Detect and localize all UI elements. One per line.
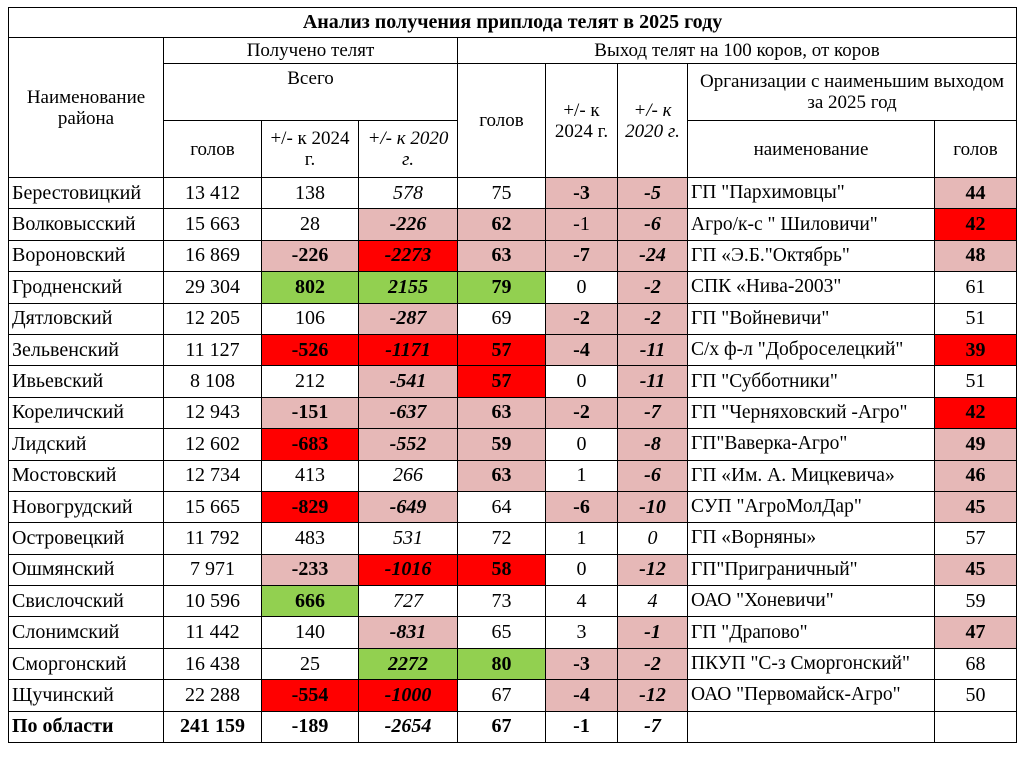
yield-vs2020-cell: 4 [618, 586, 688, 617]
heads-cell: 16 438 [164, 648, 262, 679]
yield-vs2020-cell: -11 [618, 366, 688, 397]
heads-cell: 11 127 [164, 334, 262, 365]
heads-cell: 12 602 [164, 429, 262, 460]
heads-cell: 13 412 [164, 178, 262, 209]
table-row [9, 397, 1017, 428]
heads-cell: 15 663 [164, 209, 262, 240]
vs2020-cell: 266 [359, 460, 458, 491]
total-org-name-cell [688, 711, 935, 742]
vs2020-cell: -1016 [359, 554, 458, 585]
yield-vs2020-cell: -6 [618, 460, 688, 491]
heads-header: голов [164, 121, 262, 178]
total-district-cell: По области [9, 711, 164, 742]
yield-cell: 64 [458, 491, 546, 522]
vs2020-cell: -541 [359, 366, 458, 397]
heads-cell: 16 869 [164, 240, 262, 271]
org-heads-cell: 45 [935, 554, 1017, 585]
vs2020-cell: 2272 [359, 648, 458, 679]
vs2020-cell: -649 [359, 491, 458, 522]
vs2024-cell: 28 [262, 209, 359, 240]
table-row [9, 648, 1017, 679]
heads-cell: 15 665 [164, 491, 262, 522]
vs2024-cell: 666 [262, 586, 359, 617]
yield-vs2020-cell: -6 [618, 209, 688, 240]
yield-vs2024-cell: 0 [546, 366, 618, 397]
yield-vs2020-cell: -24 [618, 240, 688, 271]
yield-cell: 80 [458, 648, 546, 679]
yield-vs2020-cell: -8 [618, 429, 688, 460]
org-name-cell: ГП "Черняховский -Агро" [688, 397, 935, 428]
org-name-cell: ГП «Э.Б."Октябрь" [688, 240, 935, 271]
vs2020-cell: -552 [359, 429, 458, 460]
org-heads-cell: 39 [935, 334, 1017, 365]
heads-cell: 11 442 [164, 617, 262, 648]
vs2024-cell: 25 [262, 648, 359, 679]
total-heads-cell: 241 159 [164, 711, 262, 742]
calf-yield-table [8, 7, 1017, 743]
yield-vs2020-cell: -11 [618, 334, 688, 365]
yield-vs2024-cell: -3 [546, 178, 618, 209]
district-cell: Новогрудский [9, 491, 164, 522]
vs2024-cell: -151 [262, 397, 359, 428]
table-row [9, 680, 1017, 711]
district-cell: Берестовицкий [9, 178, 164, 209]
district-cell: Кореличский [9, 397, 164, 428]
district-cell: Мостовский [9, 460, 164, 491]
yield-vs2020-cell: -2 [618, 272, 688, 303]
district-cell: Ивьевский [9, 366, 164, 397]
vs2024-cell: -233 [262, 554, 359, 585]
table-row [9, 554, 1017, 585]
vs2020-cell: -637 [359, 397, 458, 428]
vs2020-cell: 727 [359, 586, 458, 617]
district-header: Наименование района [9, 38, 164, 178]
heads-cell: 11 792 [164, 523, 262, 554]
yield-vs2024-cell: 1 [546, 523, 618, 554]
yield-cell: 57 [458, 334, 546, 365]
heads-cell: 12 734 [164, 460, 262, 491]
org-heads-cell: 51 [935, 303, 1017, 334]
org-name-cell: ГП"Ваверка-Агро" [688, 429, 935, 460]
yield-cell: 79 [458, 272, 546, 303]
yield-vs2024-cell: -2 [546, 397, 618, 428]
total-yield-vs2024-cell: -1 [546, 711, 618, 742]
vs2024-cell: 138 [262, 178, 359, 209]
org-heads-header: голов [935, 121, 1017, 178]
org-name-cell: ГП "Драпово" [688, 617, 935, 648]
org-name-cell: СПК «Нива-2003" [688, 272, 935, 303]
vs2020-cell: -2273 [359, 240, 458, 271]
org-name-cell: Агро/к-с " Шиловичи" [688, 209, 935, 240]
org-name-cell: ГП"Приграничный" [688, 554, 935, 585]
table-row [9, 366, 1017, 397]
yield-vs2024-cell: 0 [546, 554, 618, 585]
yield-vs2020-cell: -12 [618, 554, 688, 585]
table-row [9, 334, 1017, 365]
yield-vs2020-cell: -5 [618, 178, 688, 209]
vs2024-cell: 140 [262, 617, 359, 648]
yield-vs2024-cell: 3 [546, 617, 618, 648]
yield-vs2020-cell: -2 [618, 303, 688, 334]
vs2020-cell: -831 [359, 617, 458, 648]
yield-vs2024-cell: -3 [546, 648, 618, 679]
total-vs2020-cell: -2654 [359, 711, 458, 742]
district-cell: Лидский [9, 429, 164, 460]
district-cell: Ошмянский [9, 554, 164, 585]
vs2024-cell: 106 [262, 303, 359, 334]
org-name-cell: ОАО "Первомайск-Агро" [688, 680, 935, 711]
yield-vs2024-header: +/- к 2024 г. [546, 64, 618, 178]
vs2024-cell: 802 [262, 272, 359, 303]
org-name-cell: ОАО "Хоневичи" [688, 586, 935, 617]
district-cell: Зельвенский [9, 334, 164, 365]
vs2024-header: +/- к 2024 г. [262, 121, 359, 178]
org-heads-cell: 49 [935, 429, 1017, 460]
district-cell: Свислочский [9, 586, 164, 617]
table-row [9, 429, 1017, 460]
heads-cell: 22 288 [164, 680, 262, 711]
org-heads-cell: 68 [935, 648, 1017, 679]
yield-vs2024-cell: 1 [546, 460, 618, 491]
vs2024-cell: -554 [262, 680, 359, 711]
table-row [9, 460, 1017, 491]
vs2020-header: +/- к 2020 г. [359, 121, 458, 178]
org-heads-cell: 42 [935, 397, 1017, 428]
yield-vs2020-cell: -2 [618, 648, 688, 679]
vs2020-cell: -226 [359, 209, 458, 240]
lowest-orgs-header: Организации с наименьшим выходом за 2025 год [688, 64, 1017, 121]
org-heads-cell: 46 [935, 460, 1017, 491]
table-row [9, 491, 1017, 522]
org-name-cell: ГП "Субботники" [688, 366, 935, 397]
table-row [9, 209, 1017, 240]
yield-vs2020-cell: -1 [618, 617, 688, 648]
yield-cell: 72 [458, 523, 546, 554]
org-heads-cell: 61 [935, 272, 1017, 303]
table-row [9, 240, 1017, 271]
yield-vs2020-header: +/- к 2020 г. [618, 64, 688, 178]
yield-cell: 57 [458, 366, 546, 397]
yield-vs2024-cell: -4 [546, 334, 618, 365]
org-heads-cell: 48 [935, 240, 1017, 271]
district-cell: Слонимский [9, 617, 164, 648]
org-name-cell: С/х ф-л "Доброселецкий" [688, 334, 935, 365]
vs2024-cell: -526 [262, 334, 359, 365]
table-row [9, 523, 1017, 554]
yield-heads-header: голов [458, 64, 546, 178]
yield-cell: 63 [458, 397, 546, 428]
table-row [9, 617, 1017, 648]
vs2020-cell: 2155 [359, 272, 458, 303]
org-heads-cell: 47 [935, 617, 1017, 648]
yield-vs2020-cell: -12 [618, 680, 688, 711]
org-heads-cell: 45 [935, 491, 1017, 522]
yield-cell: 59 [458, 429, 546, 460]
district-cell: Гродненский [9, 272, 164, 303]
yield-header: Выход телят на 100 коров, от коров [458, 38, 1017, 64]
table-row [9, 586, 1017, 617]
heads-cell: 10 596 [164, 586, 262, 617]
vs2024-cell: -226 [262, 240, 359, 271]
vs2024-cell: 483 [262, 523, 359, 554]
total-header: Всего [164, 64, 458, 121]
vs2020-cell: 578 [359, 178, 458, 209]
total-org-heads-cell [935, 711, 1017, 742]
org-name-cell: ГП «Ворняны» [688, 523, 935, 554]
org-name-header: наименование [688, 121, 935, 178]
yield-vs2024-cell: -7 [546, 240, 618, 271]
vs2020-cell: -1171 [359, 334, 458, 365]
vs2024-cell: -683 [262, 429, 359, 460]
org-name-cell: ГП «Им. А. Мицкевича» [688, 460, 935, 491]
total-vs2024-cell: -189 [262, 711, 359, 742]
yield-vs2024-cell: -1 [546, 209, 618, 240]
total-yield-vs2020-cell: -7 [618, 711, 688, 742]
vs2024-cell: 212 [262, 366, 359, 397]
heads-cell: 7 971 [164, 554, 262, 585]
org-name-cell: ПКУП "С-з Сморгонский" [688, 648, 935, 679]
org-heads-cell: 44 [935, 178, 1017, 209]
org-heads-cell: 51 [935, 366, 1017, 397]
yield-cell: 75 [458, 178, 546, 209]
vs2024-cell: -829 [262, 491, 359, 522]
total-row [9, 711, 1017, 742]
yield-cell: 65 [458, 617, 546, 648]
vs2020-cell: -287 [359, 303, 458, 334]
vs2024-cell: 413 [262, 460, 359, 491]
heads-cell: 12 943 [164, 397, 262, 428]
district-cell: Дятловский [9, 303, 164, 334]
org-heads-cell: 59 [935, 586, 1017, 617]
yield-cell: 69 [458, 303, 546, 334]
yield-vs2020-cell: -10 [618, 491, 688, 522]
total-yield-cell: 67 [458, 711, 546, 742]
yield-vs2024-cell: -4 [546, 680, 618, 711]
yield-vs2024-cell: 0 [546, 429, 618, 460]
yield-vs2020-cell: 0 [618, 523, 688, 554]
yield-cell: 63 [458, 240, 546, 271]
district-cell: Вороновский [9, 240, 164, 271]
yield-cell: 58 [458, 554, 546, 585]
yield-vs2024-cell: -6 [546, 491, 618, 522]
org-name-cell: ГП "Войневичи" [688, 303, 935, 334]
heads-cell: 8 108 [164, 366, 262, 397]
district-cell: Волковысский [9, 209, 164, 240]
yield-vs2024-cell: 0 [546, 272, 618, 303]
table-row [9, 178, 1017, 209]
org-heads-cell: 42 [935, 209, 1017, 240]
org-name-cell: СУП "АгроМолДар" [688, 491, 935, 522]
yield-cell: 73 [458, 586, 546, 617]
yield-vs2024-cell: -2 [546, 303, 618, 334]
district-cell: Щучинский [9, 680, 164, 711]
yield-vs2024-cell: 4 [546, 586, 618, 617]
table-row [9, 303, 1017, 334]
org-heads-cell: 57 [935, 523, 1017, 554]
table-row [9, 272, 1017, 303]
heads-cell: 12 205 [164, 303, 262, 334]
yield-vs2020-cell: -7 [618, 397, 688, 428]
yield-cell: 67 [458, 680, 546, 711]
org-name-cell: ГП "Пархимовцы" [688, 178, 935, 209]
vs2020-cell: 531 [359, 523, 458, 554]
district-cell: Сморгонский [9, 648, 164, 679]
yield-cell: 63 [458, 460, 546, 491]
district-cell: Островецкий [9, 523, 164, 554]
vs2020-cell: -1000 [359, 680, 458, 711]
org-heads-cell: 50 [935, 680, 1017, 711]
table-title: Анализ получения приплода телят в 2025 году [9, 8, 1017, 38]
yield-cell: 62 [458, 209, 546, 240]
received-header: Получено телят [164, 38, 458, 64]
heads-cell: 29 304 [164, 272, 262, 303]
